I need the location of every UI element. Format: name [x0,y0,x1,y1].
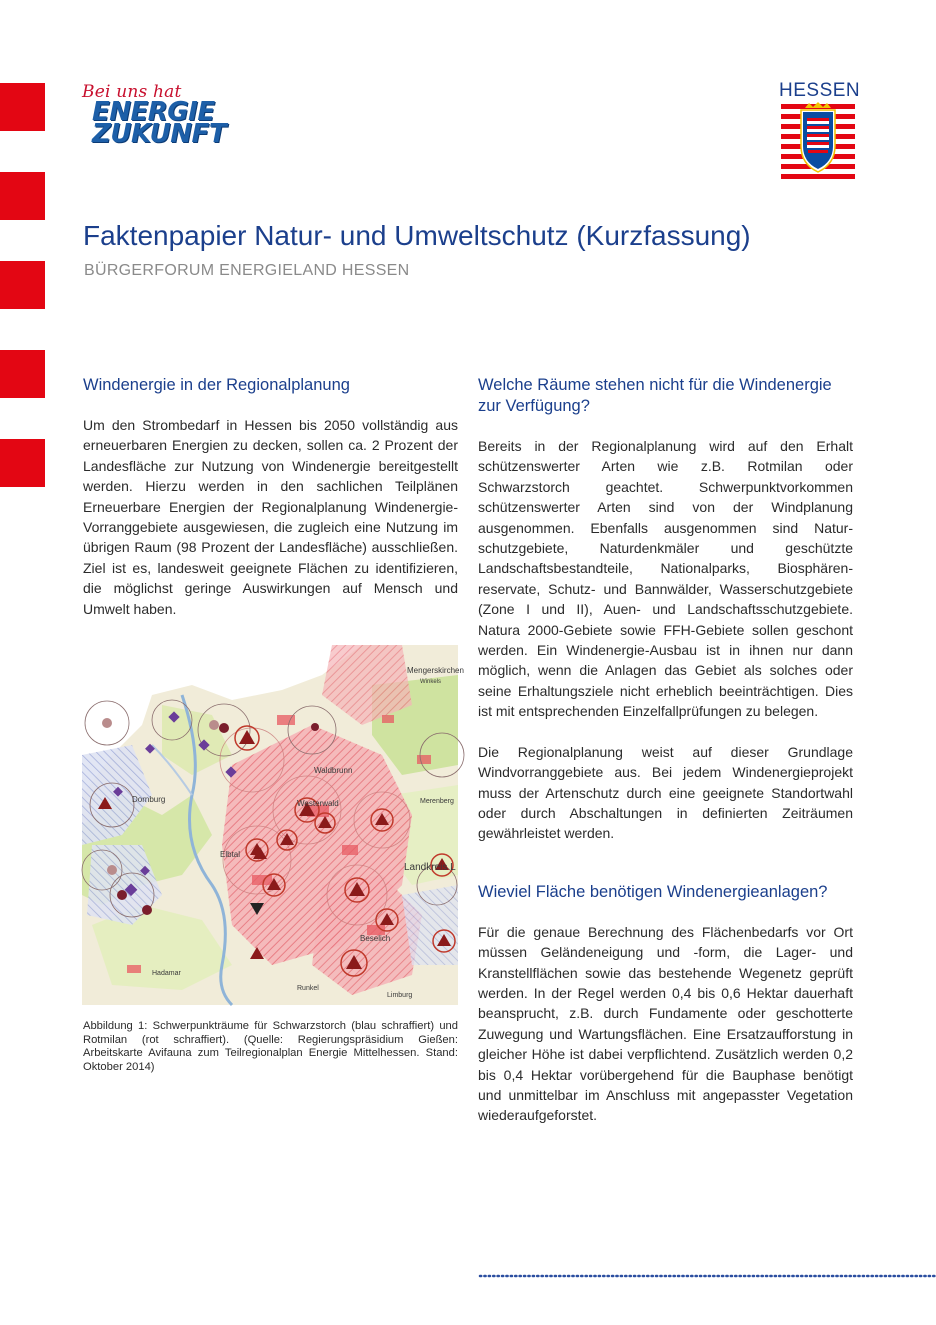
figure-caption: Abbildung 1: Schwerpunkträume für Schwarzstorch (blau schraffiert) und Rotmilan (rot schraffiert). (Quelle: Regierungspräsidium Gießen: Arbeitskarte Avifauna zum Teilregionalplan Energie Mittelhessen. Stand: Oktober 2014) [83,1020,458,1073]
map-label: Winkels [420,679,442,685]
hessen-coat-of-arms-icon [781,102,855,180]
logo-tagline: Bei uns hat [82,82,182,102]
side-tab-3 [0,261,45,309]
right-column [478,375,853,1126]
paragraph-raeume-1: Bereits in der Regionalplanung wird auf den Erhalt schützenswerter Arten wie z.B. Rotmilan oder Schwarzstorch geachtet. Schwerpunktvorkommen schützenswerter Arten sind von der Windplanung ausgenommen. Ebenfalls ausgenommen sind Naturschutzgebiete, Naturdenkmäler und geschützte Landschaftsbestandteile, Nationalparks, Biosphärenreservate, Schutz- und Bannwälder, Wasserschutzgebiete (Zone I und II), Auen- und Landschaftsschutzgebiete. Natura 2000-Gebiete sowie FFH-Gebiete sollen geschont werden. Ein Windenergie-Ausbau ist in ihnen nur dann möglich, wenn die Anlagen das Gebiet als solches oder seine Erhaltungsziele nicht erheblich beeinträchtigen. Dies ist mit entsprechenden Einzelfallprüfungen zu belegen. [478,438,853,720]
side-tab-5 [0,439,45,487]
section-heading-raeume: Welche Räume stehen nicht für die Windenergie zur Verfügung? [478,376,832,415]
logo-line-1: ENERGIE [92,97,215,127]
side-tab-1 [0,83,45,131]
paragraph-regionalplanung: Um den Strombedarf in Hessen bis 2050 vollständig aus erneuerbaren Energien zu decken, sollen ca. 2 Prozent der Landesfläche zur Nutzung von Windenergie bereitgestellt werden. Hierzu werden in den sachlichen Teilplänen Erneuerbare Energien der Regionalplanung Windenergie-Vorranggebiete ausgewiesen, die zugleich eine Nutzung im übrigen Raum (98 Prozent der Landesfläche) ausschließen. Ziel ist es, landesweit geeignete Flächen zu identifizieren, die möglichst geringe Auswirkungen auf Mensch und Umwelt haben. [83,417,458,617]
energie-zukunft-logo [80,82,250,152]
side-tab-2 [0,172,45,220]
section-heading-flaeche: Wieviel Fläche benötigen Windenergieanlagen? [478,882,828,901]
section-heading-regionalplanung: Windenergie in der Regionalplanung [83,376,350,394]
page-title: Faktenpapier Natur- und Umweltschutz (Kurzfassung) [83,220,751,251]
map-label: Waldbrunn [314,766,353,775]
side-tab-4 [0,350,45,398]
map-label: Hadamar [152,970,181,977]
page-subtitle: BÜRGERFORUM ENERGIELAND HESSEN [84,262,410,279]
footer-dotted-line [480,1274,936,1278]
map-label: Mengerskirchen [407,666,464,675]
map-label: Landkreis L [404,862,456,873]
map-label: Dornburg [132,795,166,804]
hessen-label: HESSEN [779,80,861,101]
map-label: Limburg [387,992,413,999]
map-label: Westerwald [297,799,339,808]
paragraph-flaeche: Für die genaue Berechnung des Flächenbedarfs vor Ort müssen Geländeneigung und -form, die Lager- und Kranstellflächen sowie das bestehende Wegenetz geprüft werden. In der Regel werden 0,4 bis 0,6 Hektar dauerhaft beansprucht, z.B. durch Fundamente oder geschotterte Zuwegung und Wartungsflächen. Eine Ersatzaufforstung in gleicher Höhe ist dabei verpflichtend. Zusätzlich werden 0,2 bis 0,4 Hektar vorübergehend für die Bauphase benötigt und unmittelbar im Anschluss mit angepasster Vegetation wiederaufgeforstet. [478,923,853,1124]
map-label: Elbtal [220,850,241,859]
left-column [83,375,458,619]
paragraph-raeume-2: Die Regionalplanung weist auf dieser Grundlage Windvorranggebiete aus. Bei jedem Windenergieprojekt muss der Artenschutz durch eine geeignete Standortwahl oder durch Abschaltungen in definierten Zeiträumen gewährleistet werden. [478,743,853,842]
avifauna-map [82,645,464,1005]
map-label: Merenberg [420,798,454,805]
map-figure [82,645,464,1005]
map-label: Beselich [360,934,391,943]
logo-line-2: ZUKUNFT [92,119,227,149]
map-label: Runkel [297,985,319,992]
